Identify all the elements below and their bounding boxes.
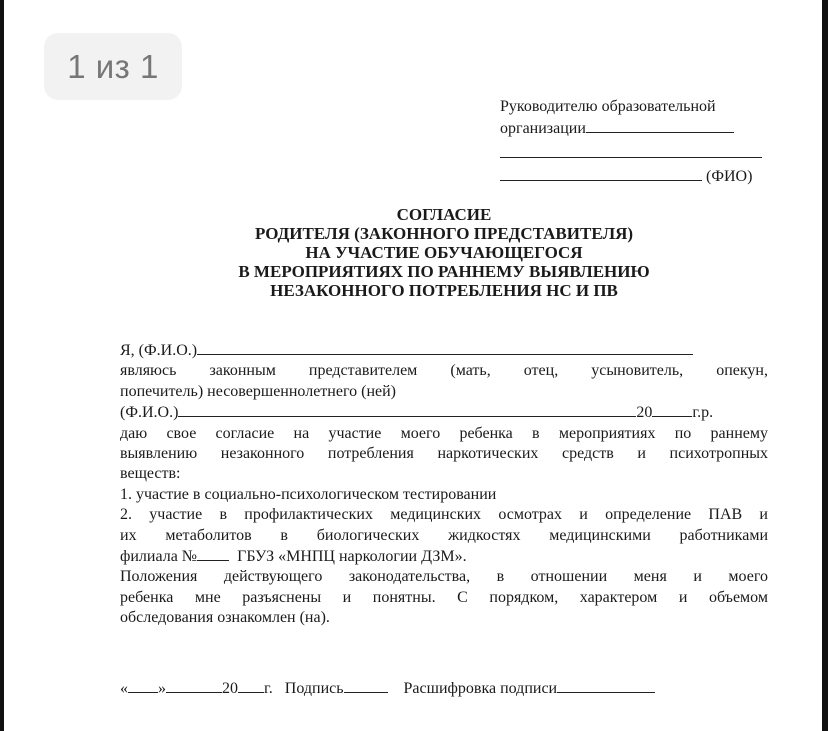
list-item-2-line-1: 2. участие в профилактических медицинских осмотрах и определение ПАВ и — [120, 506, 768, 524]
rep-line-2: попечитель) несовершеннолетнего (ней) — [120, 382, 396, 400]
branch-org-name: ГБУЗ «МНПЦ наркологии ДЗМ». — [237, 548, 467, 566]
consent-body — [120, 340, 768, 629]
recipient-line-2 — [500, 118, 768, 140]
birth-year-blank — [652, 402, 692, 417]
recipient-org-label: организации — [500, 120, 586, 137]
consent-line-2: выявлению незаконного потребления наркотических средств и психотропных — [120, 445, 768, 463]
title-line-1: СОГЛАСИЕ — [396, 205, 492, 224]
viewer-right-edge — [822, 0, 828, 731]
page-indicator-badge — [44, 33, 182, 100]
branch-number-label: филиала № — [120, 548, 198, 566]
decode-blank — [557, 678, 655, 693]
close-quote: » — [158, 680, 166, 697]
title-line-5: НЕЗАКОННОГО ПОТРЕБЛЕНИЯ НС И ПВ — [270, 281, 618, 300]
title-line-3: НА УЧАСТИЕ ОБУЧАЮЩЕГОСЯ — [305, 243, 583, 262]
recipient-name-blank — [500, 143, 762, 158]
recipient-fio-blank — [500, 166, 702, 181]
list-item-1: 1. участие в социально-психологическом тестировании — [120, 485, 497, 503]
birth-year-suffix: г.р. — [692, 404, 714, 422]
parent-fio-line — [120, 340, 768, 361]
recipient-line-1: Руководителю образовательной — [500, 98, 716, 115]
consent-line-1: даю свое согласие на участие моего ребенка в мероприятиях по раннему — [120, 424, 768, 442]
month-blank — [166, 678, 222, 693]
sign-year-blank — [238, 678, 264, 693]
child-fio-line — [120, 402, 768, 423]
child-fio-blank — [178, 402, 636, 417]
day-blank — [128, 678, 158, 693]
open-quote: « — [120, 680, 128, 697]
rep-line-1: являюсь законным представителем (мать, отец, усыновитель, опекун, — [120, 362, 768, 380]
recipient-line-4 — [500, 166, 768, 188]
title-line-4: В МЕРОПРИЯТИЯХ ПО РАННЕМУ ВЫЯВЛЕНИЮ — [238, 262, 650, 281]
page-indicator-text: 1 из 1 — [67, 47, 159, 85]
signature-blank — [344, 678, 388, 693]
consent-line-3: веществ: — [120, 465, 181, 483]
law-line-2: ребенка мне разъяснены и понятны. С порядком, характером и объемом — [120, 588, 768, 606]
list-item-2-line-2: их метаболитов в биологических жидкостях медицинскими работниками — [120, 526, 768, 544]
recipient-block — [500, 96, 768, 188]
branch-number-blank — [197, 546, 229, 561]
child-fio-label: (Ф.И.О.) — [120, 404, 179, 422]
title-line-2: РОДИТЕЛЯ (ЗАКОННОГО ПРЕДСТАВИТЕЛЯ) — [254, 224, 634, 243]
birth-year-prefix: 20 — [636, 404, 653, 422]
signature-label: Подпись — [284, 680, 344, 697]
parent-fio-blank — [197, 340, 693, 355]
viewer-left-edge — [0, 0, 4, 731]
sign-year-suffix: г. — [264, 680, 273, 697]
recipient-fio-label: (ФИО) — [706, 168, 753, 185]
law-line-3: обследования ознакомлен (на). — [120, 609, 330, 627]
law-line-1: Положения действующего законодательства, в отношении меня и моего — [120, 568, 768, 586]
document-title — [120, 205, 768, 300]
decode-label: Расшифровка подписи — [403, 680, 558, 697]
recipient-line-3 — [500, 143, 768, 165]
sign-year-prefix: 20 — [222, 680, 238, 697]
parent-fio-label: Я, (Ф.И.О.) — [120, 342, 198, 359]
list-item-2-line-3 — [120, 546, 768, 567]
org-name-blank — [586, 118, 734, 133]
signature-line — [120, 678, 768, 699]
